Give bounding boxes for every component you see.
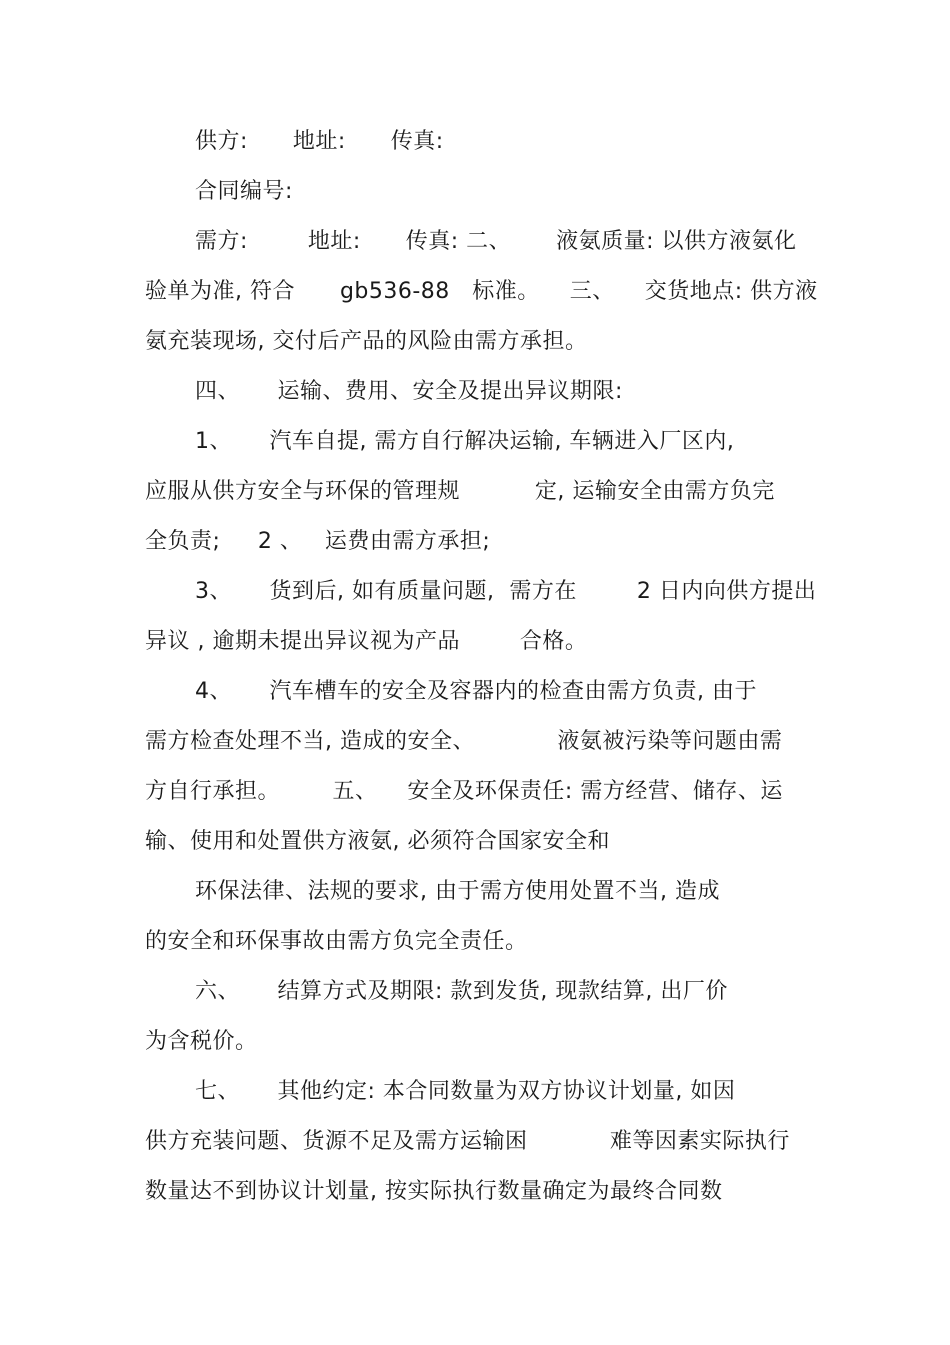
- clause-2-line: 全负责; 2 、 运费由需方承担;: [145, 529, 491, 554]
- section-six-cont-line: 为含税价。: [145, 1029, 258, 1054]
- buyer-info-line: 需方: 地址: 传真: 二、 液氨质量: 以供方液氨化: [195, 229, 797, 254]
- contract-number-line: 合同编号:: [195, 179, 293, 204]
- section-seven-end-line: 数量达不到协议计划量, 按实际执行数量确定为最终合同数: [145, 1179, 723, 1204]
- quality-standard-line: 验单为准, 符合 gb536-88 标准。 三、 交货地点: 供方液: [145, 279, 818, 304]
- section-five-end-line: 的安全和环保事故由需方负完全责任。: [145, 929, 528, 954]
- section-four-heading: 四、 运输、费用、安全及提出异议期限:: [195, 379, 623, 404]
- section-seven-line: 七、 其他约定: 本合同数量为双方协议计划量, 如因: [195, 1079, 736, 1104]
- section-seven-cont-line: 供方充装问题、货源不足及需方运输困 难等因素实际执行: [145, 1129, 790, 1154]
- clause-4-cont-line: 需方检查处理不当, 造成的安全、 液氨被污染等问题由需: [145, 729, 783, 754]
- clause-4-line: 4、 汽车槽车的安全及容器内的检查由需方负责, 由于: [195, 679, 757, 704]
- clause-1-cont-line: 应服从供方安全与环保的管理规 定, 运输安全由需方负完: [145, 479, 775, 504]
- supplier-info-line: 供方: 地址: 传真:: [195, 129, 444, 154]
- clause-1-line: 1、 汽车自提, 需方自行解决运输, 车辆进入厂区内,: [195, 429, 735, 454]
- section-five-cont-line: 输、使用和处置供方液氨, 必须符合国家安全和: [145, 829, 610, 854]
- clause-3-line: 3、 货到后, 如有质量问题, 需方在 2 日内向供方提出: [195, 579, 817, 604]
- delivery-location-line: 氨充装现场, 交付后产品的风险由需方承担。: [145, 329, 588, 354]
- clause-3-cont-line: 异议 , 逾期未提出异议视为产品 合格。: [145, 629, 588, 654]
- section-five-law-line: 环保法律、法规的要求, 由于需方使用处置不当, 造成: [195, 879, 720, 904]
- section-six-line: 六、 结算方式及期限: 款到发货, 现款结算, 出厂价: [195, 979, 728, 1004]
- section-five-line: 方自行承担。 五、 安全及环保责任: 需方经营、储存、运: [145, 779, 783, 804]
